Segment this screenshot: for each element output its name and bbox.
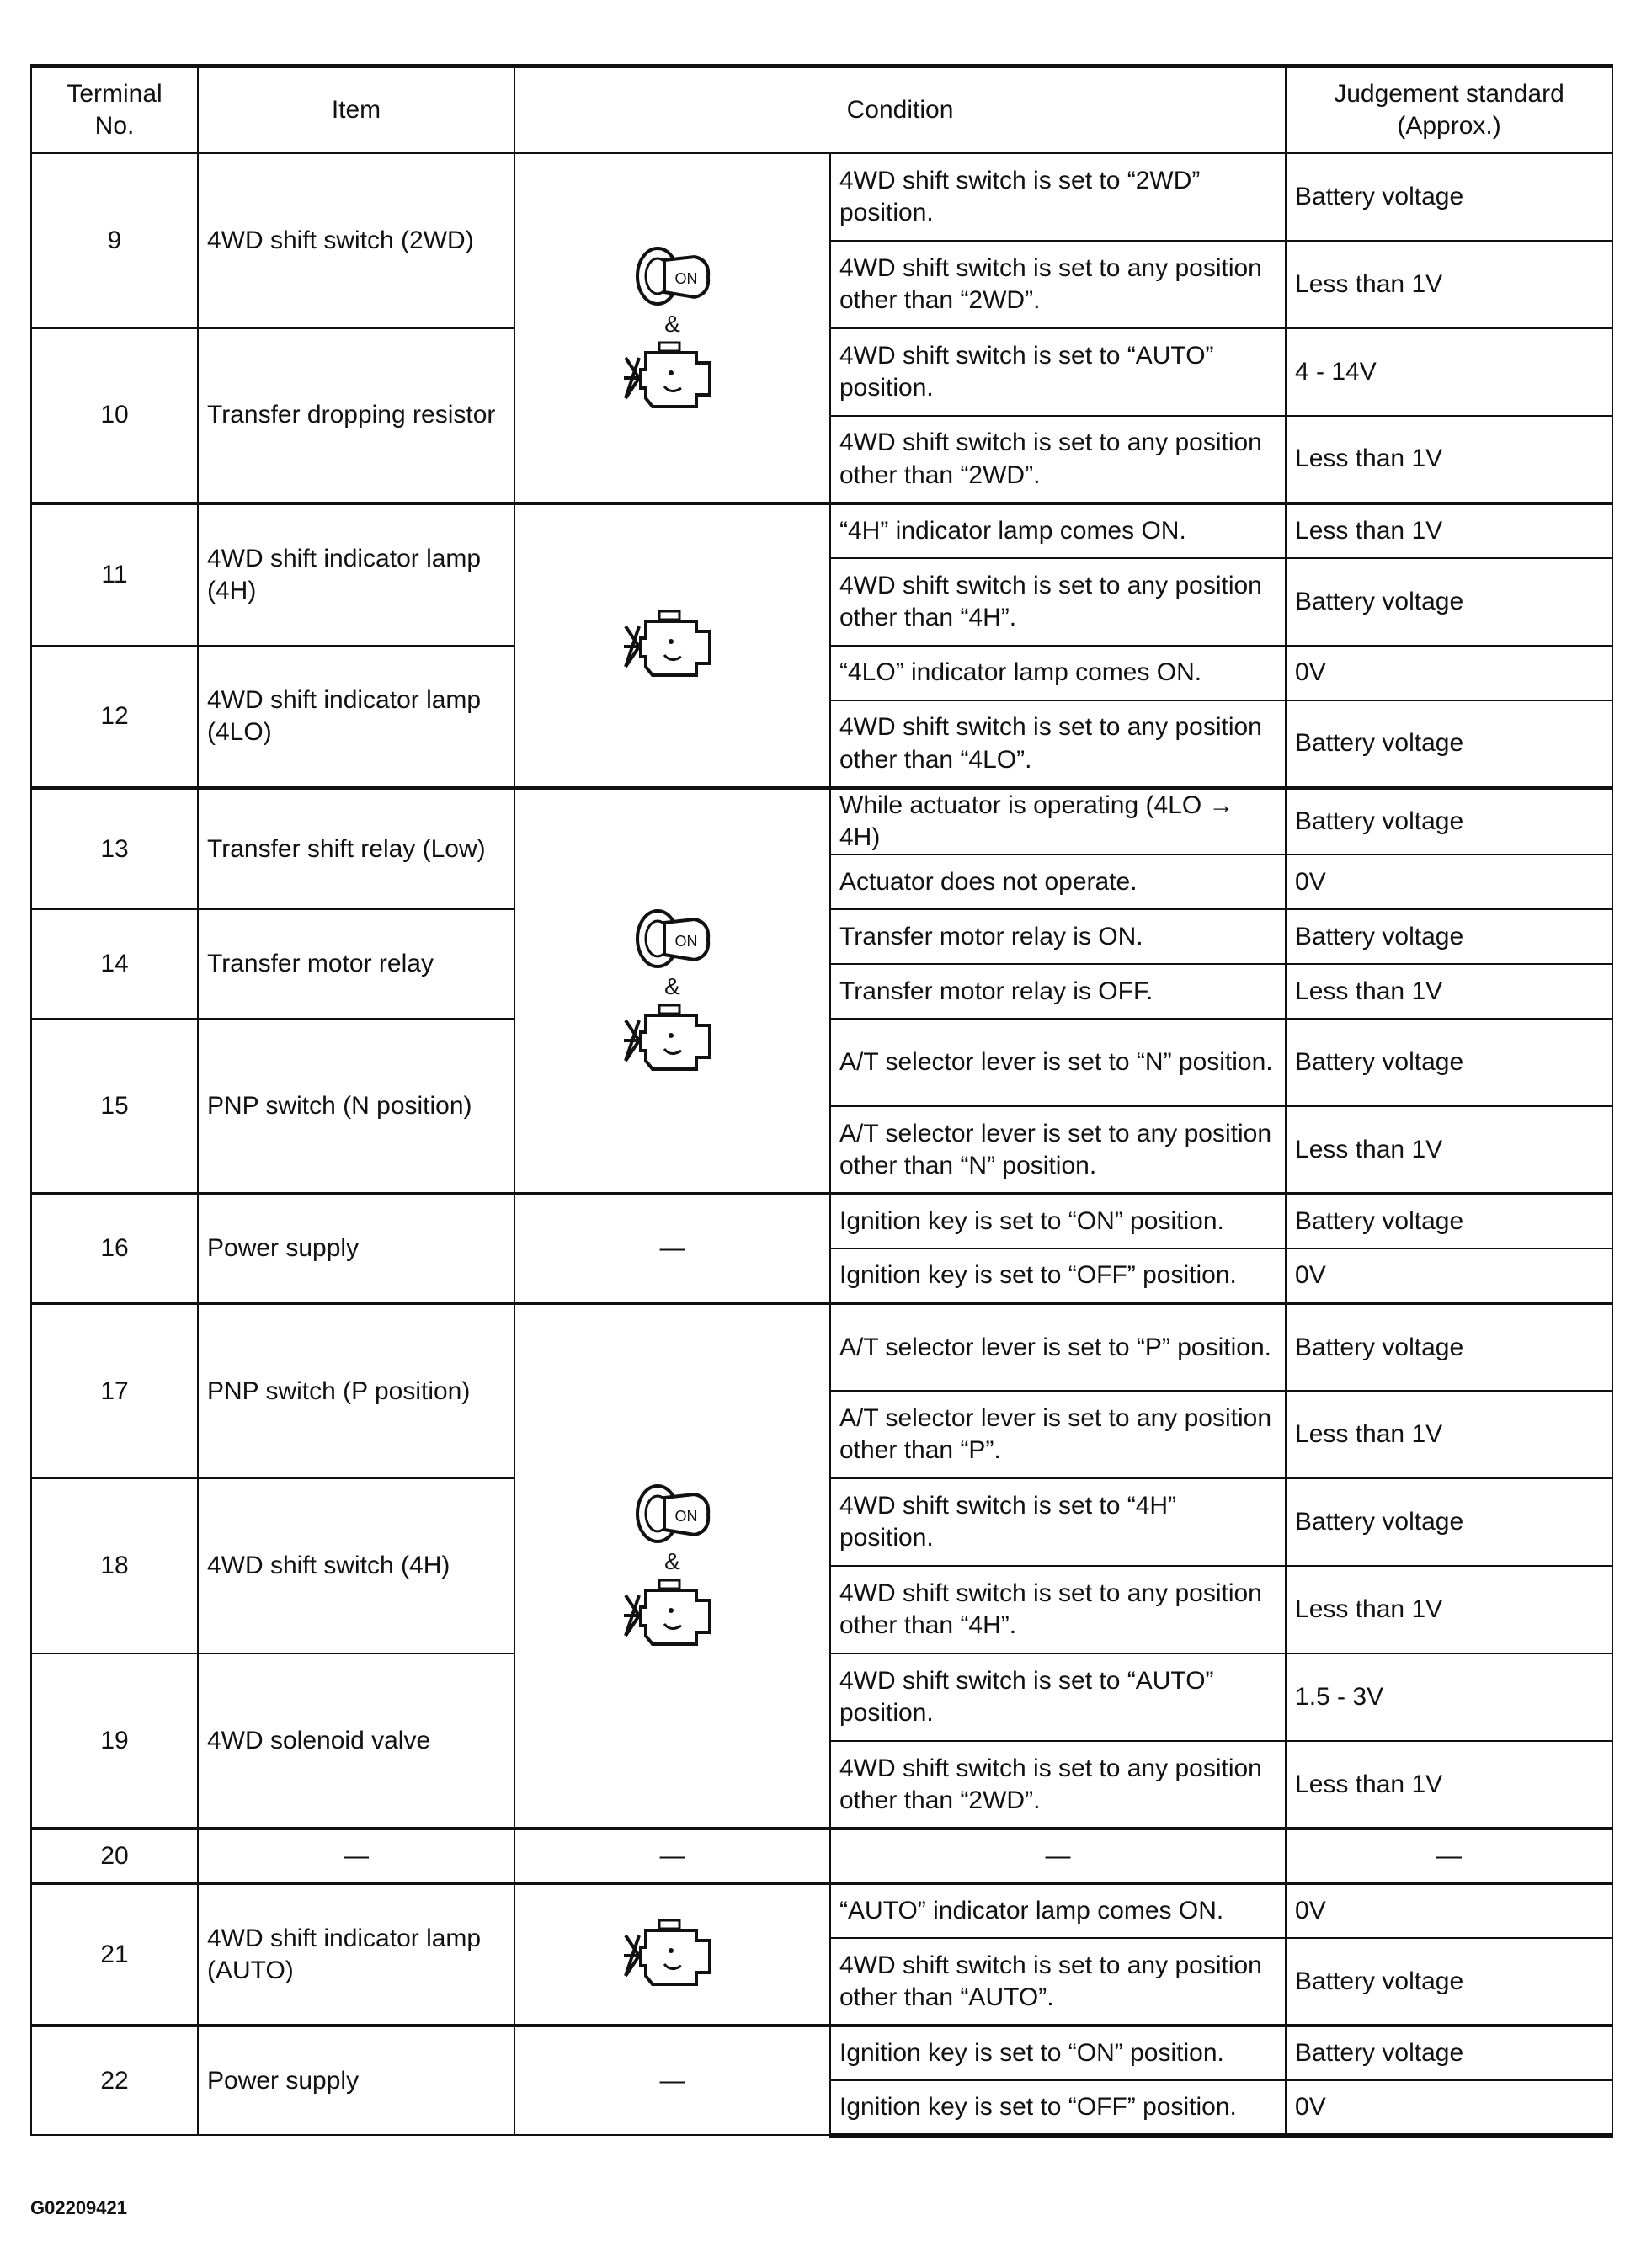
table-row bbox=[31, 503, 1612, 558]
terminal-number: 11 bbox=[31, 503, 198, 646]
terminal-item: — bbox=[198, 1829, 514, 1883]
ignition-key-on-icon bbox=[631, 904, 715, 973]
condition-text: Ignition key is set to “OFF” position. bbox=[830, 1248, 1286, 1303]
condition-text: “4H” indicator lamp comes ON. bbox=[830, 503, 1286, 558]
judgement-value: Battery voltage bbox=[1286, 153, 1612, 241]
ampersand-label: & bbox=[664, 1548, 680, 1575]
condition-text: Transfer motor relay is ON. bbox=[830, 909, 1286, 964]
table-header-row bbox=[31, 67, 1612, 154]
terminal-item: Transfer motor relay bbox=[198, 909, 514, 1019]
condition-text: Ignition key is set to “ON” position. bbox=[830, 1194, 1286, 1248]
condition-text: A/T selector lever is set to any position other than “N” position. bbox=[830, 1106, 1286, 1194]
ampersand-label: & bbox=[664, 310, 680, 337]
judgement-value: Battery voltage bbox=[1286, 788, 1612, 854]
engine-running-icon bbox=[622, 1002, 723, 1078]
header-condition: Condition bbox=[514, 67, 1286, 154]
terminal-item: PNP switch (P position) bbox=[198, 1303, 514, 1478]
judgement-value: 0V bbox=[1286, 1883, 1612, 1938]
condition-text: 4WD shift switch is set to “AUTO” position. bbox=[830, 328, 1286, 416]
terminal-number: 20 bbox=[31, 1829, 198, 1883]
terminal-item: Transfer shift relay (Low) bbox=[198, 788, 514, 909]
judgement-value: 1.5 - 3V bbox=[1286, 1653, 1612, 1741]
judgement-value: Less than 1V bbox=[1286, 416, 1612, 503]
condition-icon-stack bbox=[515, 608, 829, 684]
judgement-value: Battery voltage bbox=[1286, 2026, 1612, 2080]
svg-text:ON: ON bbox=[674, 269, 697, 287]
terminal-number: 22 bbox=[31, 2026, 198, 2135]
condition-text: 4WD shift switch is set to any position other than “2WD”. bbox=[830, 241, 1286, 328]
figure-code: G02209421 bbox=[30, 2197, 127, 2218]
judgement-value: Battery voltage bbox=[1286, 1019, 1612, 1106]
terminal-number: 14 bbox=[31, 909, 198, 1019]
terminal-item: 4WD shift indicator lamp (AUTO) bbox=[198, 1883, 514, 2026]
table-row bbox=[31, 1303, 1612, 1391]
terminal-item: 4WD shift switch (4H) bbox=[198, 1478, 514, 1653]
terminal-item: Power supply bbox=[198, 1194, 514, 1303]
condition-icon-stack bbox=[515, 242, 829, 415]
terminal-number: 10 bbox=[31, 328, 198, 503]
judgement-value: Battery voltage bbox=[1286, 558, 1612, 646]
judgement-value: Less than 1V bbox=[1286, 241, 1612, 328]
terminal-item: 4WD solenoid valve bbox=[198, 1653, 514, 1829]
ignition-key-on-icon bbox=[631, 1479, 715, 1548]
terminal-number: 16 bbox=[31, 1194, 198, 1303]
engine-running-icon bbox=[622, 1917, 723, 1993]
judgement-value: 0V bbox=[1286, 646, 1612, 700]
terminal-number: 18 bbox=[31, 1478, 198, 1653]
condition-text: Ignition key is set to “OFF” position. bbox=[830, 2080, 1286, 2135]
header-terminal-no: Terminal No. bbox=[31, 67, 198, 154]
condition-icon-none: — bbox=[514, 2026, 830, 2135]
condition-icons bbox=[514, 788, 830, 1194]
condition-text: A/T selector lever is set to any position other than “P”. bbox=[830, 1391, 1286, 1478]
terminal-item: 4WD shift indicator lamp (4LO) bbox=[198, 646, 514, 788]
condition-text: 4WD shift switch is set to any position other than “4H”. bbox=[830, 558, 1286, 646]
condition-text: A/T selector lever is set to “N” position. bbox=[830, 1019, 1286, 1106]
condition-icons bbox=[514, 153, 830, 503]
condition-text: “4LO” indicator lamp comes ON. bbox=[830, 646, 1286, 700]
condition-icons bbox=[514, 503, 830, 788]
engine-running-icon bbox=[622, 1577, 723, 1653]
condition-text: 4WD shift switch is set to any position other than “AUTO”. bbox=[830, 1938, 1286, 2026]
table-row bbox=[31, 2026, 1612, 2080]
condition-text: 4WD shift switch is set to “2WD” position. bbox=[830, 153, 1286, 241]
judgement-value: 0V bbox=[1286, 854, 1612, 909]
judgement-value: Less than 1V bbox=[1286, 1741, 1612, 1829]
header-judgement-standard: Judgement standard (Approx.) bbox=[1286, 67, 1612, 154]
terminal-item: Power supply bbox=[198, 2026, 514, 2135]
judgement-value: Battery voltage bbox=[1286, 1938, 1612, 2026]
svg-text:ON: ON bbox=[674, 933, 697, 950]
judgement-value: Less than 1V bbox=[1286, 1391, 1612, 1478]
terminal-number: 17 bbox=[31, 1303, 198, 1478]
terminal-item: 4WD shift switch (2WD) bbox=[198, 153, 514, 328]
condition-text: 4WD shift switch is set to any position other than “2WD”. bbox=[830, 1741, 1286, 1829]
terminal-inspection-table bbox=[30, 64, 1613, 2138]
condition-icon-none: — bbox=[514, 1829, 830, 1883]
judgement-value: Battery voltage bbox=[1286, 909, 1612, 964]
condition-icons bbox=[514, 1883, 830, 2026]
table-row bbox=[31, 153, 1612, 241]
condition-icon-stack bbox=[515, 1917, 829, 1993]
condition-text: 4WD shift switch is set to “AUTO” position. bbox=[830, 1653, 1286, 1741]
engine-running-icon bbox=[622, 608, 723, 684]
judgement-value: Battery voltage bbox=[1286, 1303, 1612, 1391]
judgement-value: Battery voltage bbox=[1286, 1478, 1612, 1566]
condition-text: Ignition key is set to “ON” position. bbox=[830, 2026, 1286, 2080]
header-item: Item bbox=[198, 67, 514, 154]
terminal-number: 12 bbox=[31, 646, 198, 788]
judgement-value: 4 - 14V bbox=[1286, 328, 1612, 416]
table-row bbox=[31, 1829, 1612, 1883]
condition-text: 4WD shift switch is set to any position other than “4H”. bbox=[830, 1566, 1286, 1653]
condition-text: “AUTO” indicator lamp comes ON. bbox=[830, 1883, 1286, 1938]
condition-icon-stack bbox=[515, 1479, 829, 1653]
ignition-key-on-icon bbox=[631, 242, 715, 311]
judgement-value: Less than 1V bbox=[1286, 1566, 1612, 1653]
judgement-value: — bbox=[1286, 1829, 1612, 1883]
terminal-number: 21 bbox=[31, 1883, 198, 2026]
ampersand-label: & bbox=[664, 973, 680, 1000]
judgement-value: Battery voltage bbox=[1286, 1194, 1612, 1248]
condition-text: Actuator does not operate. bbox=[830, 854, 1286, 909]
terminal-item: 4WD shift indicator lamp (4H) bbox=[198, 503, 514, 646]
judgement-value: 0V bbox=[1286, 2080, 1612, 2135]
table-row bbox=[31, 1883, 1612, 1938]
terminal-number: 13 bbox=[31, 788, 198, 909]
table-row bbox=[31, 788, 1612, 854]
condition-icons bbox=[514, 1303, 830, 1829]
condition-icon-none: — bbox=[514, 1194, 830, 1303]
judgement-value: 0V bbox=[1286, 1248, 1612, 1303]
engine-running-icon bbox=[622, 339, 723, 415]
table-row bbox=[31, 1194, 1612, 1248]
judgement-value: Battery voltage bbox=[1286, 700, 1612, 788]
table-body bbox=[31, 153, 1612, 2135]
terminal-number: 15 bbox=[31, 1019, 198, 1194]
terminal-item: Transfer dropping resistor bbox=[198, 328, 514, 503]
judgement-value: Less than 1V bbox=[1286, 503, 1612, 558]
condition-text: 4WD shift switch is set to “4H” position. bbox=[830, 1478, 1286, 1566]
svg-text:ON: ON bbox=[674, 1508, 697, 1525]
condition-text: — bbox=[830, 1829, 1286, 1883]
terminal-number: 19 bbox=[31, 1653, 198, 1829]
condition-text: 4WD shift switch is set to any position other than “4LO”. bbox=[830, 700, 1286, 788]
condition-text: Transfer motor relay is OFF. bbox=[830, 964, 1286, 1019]
judgement-value: Less than 1V bbox=[1286, 1106, 1612, 1194]
terminal-number: 9 bbox=[31, 153, 198, 328]
condition-icon-stack bbox=[515, 904, 829, 1078]
condition-text: 4WD shift switch is set to any position other than “2WD”. bbox=[830, 416, 1286, 503]
condition-text: While actuator is operating (4LO → 4H) bbox=[830, 788, 1286, 854]
terminal-item: PNP switch (N position) bbox=[198, 1019, 514, 1194]
judgement-value: Less than 1V bbox=[1286, 964, 1612, 1019]
condition-text: A/T selector lever is set to “P” position. bbox=[830, 1303, 1286, 1391]
